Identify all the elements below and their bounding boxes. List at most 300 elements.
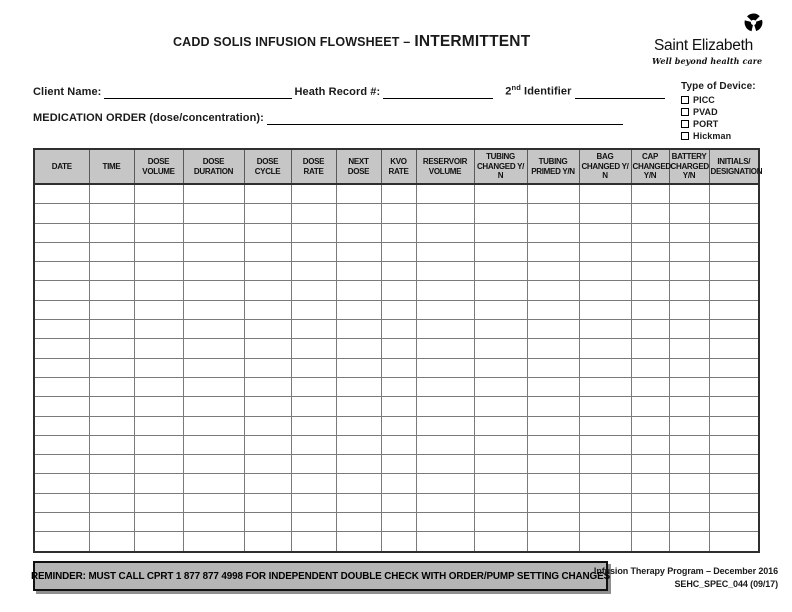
table-cell[interactable] <box>291 320 336 339</box>
table-cell[interactable] <box>134 358 183 377</box>
table-cell[interactable] <box>527 455 579 474</box>
table-cell[interactable] <box>669 184 709 204</box>
table-cell[interactable] <box>381 474 416 493</box>
table-cell[interactable] <box>474 377 527 396</box>
table-cell[interactable] <box>474 397 527 416</box>
table-cell[interactable] <box>579 435 631 454</box>
table-cell[interactable] <box>579 281 631 300</box>
table-cell[interactable] <box>183 455 244 474</box>
table-cell[interactable] <box>244 416 291 435</box>
table-cell[interactable] <box>34 377 89 396</box>
second-identifier-blank[interactable] <box>575 85 665 99</box>
table-cell[interactable] <box>416 513 474 532</box>
table-cell[interactable] <box>336 493 381 512</box>
table-cell[interactable] <box>291 474 336 493</box>
table-cell[interactable] <box>336 397 381 416</box>
table-cell[interactable] <box>134 455 183 474</box>
table-cell[interactable] <box>709 242 759 261</box>
table-cell[interactable] <box>134 262 183 281</box>
table-cell[interactable] <box>709 455 759 474</box>
table-cell[interactable] <box>134 184 183 204</box>
table-cell[interactable] <box>631 223 669 242</box>
table-cell[interactable] <box>244 493 291 512</box>
table-cell[interactable] <box>381 532 416 552</box>
table-cell[interactable] <box>244 339 291 358</box>
table-cell[interactable] <box>631 474 669 493</box>
table-cell[interactable] <box>89 300 134 319</box>
logo-name: Saint Elizabeth <box>654 37 753 54</box>
table-cell[interactable] <box>291 184 336 204</box>
table-cell[interactable] <box>34 204 89 223</box>
table-cell[interactable] <box>183 262 244 281</box>
table-cell[interactable] <box>336 435 381 454</box>
table-cell[interactable] <box>89 184 134 204</box>
table-cell[interactable] <box>416 204 474 223</box>
table-cell[interactable] <box>709 262 759 281</box>
table-cell[interactable] <box>183 242 244 261</box>
table-cell[interactable] <box>416 300 474 319</box>
table-cell[interactable] <box>669 281 709 300</box>
table-cell[interactable] <box>631 262 669 281</box>
table-cell[interactable] <box>134 513 183 532</box>
table-cell[interactable] <box>244 474 291 493</box>
table-cell[interactable] <box>134 532 183 552</box>
table-cell[interactable] <box>474 513 527 532</box>
table-cell[interactable] <box>416 339 474 358</box>
table-cell[interactable] <box>336 184 381 204</box>
table-cell[interactable] <box>89 223 134 242</box>
table-cell[interactable] <box>34 262 89 281</box>
table-cell[interactable] <box>336 262 381 281</box>
table-cell[interactable] <box>183 320 244 339</box>
table-cell[interactable] <box>669 339 709 358</box>
table-cell[interactable] <box>381 397 416 416</box>
table-cell[interactable] <box>34 493 89 512</box>
table-cell[interactable] <box>134 242 183 261</box>
table-cell[interactable] <box>474 455 527 474</box>
table-cell[interactable] <box>579 416 631 435</box>
table-cell[interactable] <box>183 493 244 512</box>
table-cell[interactable] <box>416 455 474 474</box>
client-info-row <box>33 81 665 99</box>
table-cell[interactable] <box>527 416 579 435</box>
table-cell[interactable] <box>336 281 381 300</box>
table-cell[interactable] <box>291 358 336 377</box>
table-cell[interactable] <box>183 377 244 396</box>
table-cell[interactable] <box>631 339 669 358</box>
table-cell[interactable] <box>527 262 579 281</box>
table-cell[interactable] <box>291 223 336 242</box>
table-cell[interactable] <box>669 300 709 319</box>
table-cell[interactable] <box>527 358 579 377</box>
table-cell[interactable] <box>89 262 134 281</box>
table-cell[interactable] <box>579 242 631 261</box>
table-cell[interactable] <box>709 513 759 532</box>
table-cell[interactable] <box>89 320 134 339</box>
table-cell[interactable] <box>416 320 474 339</box>
table-cell[interactable] <box>631 397 669 416</box>
table-cell[interactable] <box>416 416 474 435</box>
table-cell[interactable] <box>89 513 134 532</box>
table-cell[interactable] <box>527 223 579 242</box>
table-cell[interactable] <box>134 493 183 512</box>
table-cell[interactable] <box>709 184 759 204</box>
table-cell[interactable] <box>244 262 291 281</box>
table-cell[interactable] <box>669 397 709 416</box>
table-cell[interactable] <box>527 474 579 493</box>
table-cell[interactable] <box>669 204 709 223</box>
table-cell[interactable] <box>579 339 631 358</box>
table-cell[interactable] <box>669 416 709 435</box>
table-cell[interactable] <box>579 184 631 204</box>
table-cell[interactable] <box>34 339 89 358</box>
table-cell[interactable] <box>183 339 244 358</box>
table-cell[interactable] <box>579 493 631 512</box>
table-cell[interactable] <box>669 262 709 281</box>
table-cell[interactable] <box>244 281 291 300</box>
table-cell[interactable] <box>291 300 336 319</box>
table-cell[interactable] <box>244 435 291 454</box>
table-cell[interactable] <box>89 455 134 474</box>
table-cell[interactable] <box>244 397 291 416</box>
medication-order-blank[interactable] <box>267 111 623 125</box>
table-cell[interactable] <box>474 532 527 552</box>
table-cell[interactable] <box>291 242 336 261</box>
table-cell[interactable] <box>183 184 244 204</box>
table-cell[interactable] <box>709 397 759 416</box>
table-cell[interactable] <box>336 300 381 319</box>
table-cell[interactable] <box>336 474 381 493</box>
table-cell[interactable] <box>381 262 416 281</box>
table-cell[interactable] <box>709 281 759 300</box>
table-cell[interactable] <box>291 262 336 281</box>
table-cell[interactable] <box>183 223 244 242</box>
table-cell[interactable] <box>183 416 244 435</box>
table-cell[interactable] <box>381 300 416 319</box>
table-cell[interactable] <box>183 281 244 300</box>
table-cell[interactable] <box>134 223 183 242</box>
device-type-section <box>681 81 781 141</box>
table-header-row <box>34 149 759 184</box>
table-cell[interactable] <box>183 435 244 454</box>
table-cell[interactable] <box>709 223 759 242</box>
table-cell[interactable] <box>631 320 669 339</box>
table-cell[interactable] <box>579 474 631 493</box>
table-cell[interactable] <box>416 358 474 377</box>
table-cell[interactable] <box>527 281 579 300</box>
table-cell[interactable] <box>416 474 474 493</box>
table-cell[interactable] <box>183 397 244 416</box>
table-cell[interactable] <box>336 455 381 474</box>
table-cell[interactable] <box>709 358 759 377</box>
table-cell[interactable] <box>34 455 89 474</box>
table-cell[interactable] <box>34 358 89 377</box>
table-cell[interactable] <box>381 493 416 512</box>
table-cell[interactable] <box>579 300 631 319</box>
table-cell[interactable] <box>34 474 89 493</box>
table-cell[interactable] <box>669 513 709 532</box>
table-cell[interactable] <box>291 513 336 532</box>
table-cell[interactable] <box>291 204 336 223</box>
table-cell[interactable] <box>244 320 291 339</box>
table-cell[interactable] <box>709 300 759 319</box>
table-cell[interactable] <box>527 397 579 416</box>
table-cell[interactable] <box>579 320 631 339</box>
table-cell[interactable] <box>669 358 709 377</box>
table-cell[interactable] <box>34 416 89 435</box>
table-cell[interactable] <box>631 204 669 223</box>
table-cell[interactable] <box>34 223 89 242</box>
table-cell[interactable] <box>474 474 527 493</box>
table-cell[interactable] <box>527 513 579 532</box>
table-cell[interactable] <box>669 377 709 396</box>
table-cell[interactable] <box>336 358 381 377</box>
checkbox-icon[interactable] <box>681 96 689 104</box>
table-cell[interactable] <box>89 204 134 223</box>
table-cell[interactable] <box>527 184 579 204</box>
table-cell[interactable] <box>669 455 709 474</box>
table-cell[interactable] <box>474 320 527 339</box>
table-cell[interactable] <box>631 281 669 300</box>
table-cell[interactable] <box>631 455 669 474</box>
table-cell[interactable] <box>416 377 474 396</box>
table-cell[interactable] <box>474 242 527 261</box>
table-cell[interactable] <box>183 358 244 377</box>
table-cell[interactable] <box>89 377 134 396</box>
table-cell[interactable] <box>244 455 291 474</box>
table-cell[interactable] <box>669 435 709 454</box>
table-cell[interactable] <box>89 416 134 435</box>
table-cell[interactable] <box>474 416 527 435</box>
table-cell[interactable] <box>89 242 134 261</box>
table-cell[interactable] <box>134 377 183 396</box>
table-cell[interactable] <box>631 435 669 454</box>
table-cell[interactable] <box>244 242 291 261</box>
table-cell[interactable] <box>474 281 527 300</box>
table-cell[interactable] <box>336 204 381 223</box>
table-cell[interactable] <box>527 300 579 319</box>
table-cell[interactable] <box>291 435 336 454</box>
table-cell[interactable] <box>631 416 669 435</box>
table-cell[interactable] <box>291 455 336 474</box>
table-cell[interactable] <box>134 339 183 358</box>
table-cell[interactable] <box>89 474 134 493</box>
table-cell[interactable] <box>709 435 759 454</box>
table-cell[interactable] <box>669 320 709 339</box>
table-cell[interactable] <box>709 339 759 358</box>
table-cell[interactable] <box>34 435 89 454</box>
table-cell[interactable] <box>631 493 669 512</box>
table-cell[interactable] <box>474 493 527 512</box>
table-cell[interactable] <box>527 435 579 454</box>
health-record-blank[interactable] <box>383 85 493 99</box>
checkbox-icon[interactable] <box>681 132 689 140</box>
table-cell[interactable] <box>336 242 381 261</box>
table-cell[interactable] <box>34 300 89 319</box>
table-cell[interactable] <box>381 320 416 339</box>
table-cell[interactable] <box>134 281 183 300</box>
table-cell[interactable] <box>34 513 89 532</box>
table-cell[interactable] <box>381 281 416 300</box>
table-cell[interactable] <box>416 281 474 300</box>
table-cell[interactable] <box>381 204 416 223</box>
table-cell[interactable] <box>709 204 759 223</box>
table-cell[interactable] <box>381 339 416 358</box>
table-cell[interactable] <box>381 358 416 377</box>
table-cell[interactable] <box>336 532 381 552</box>
table-cell[interactable] <box>381 223 416 242</box>
table-cell[interactable] <box>474 262 527 281</box>
table-cell[interactable] <box>527 204 579 223</box>
checkbox-icon[interactable] <box>681 108 689 116</box>
table-cell[interactable] <box>527 377 579 396</box>
table-cell[interactable] <box>336 513 381 532</box>
table-cell[interactable] <box>244 513 291 532</box>
table-cell[interactable] <box>134 204 183 223</box>
table-cell[interactable] <box>34 320 89 339</box>
table-cell[interactable] <box>579 455 631 474</box>
table-cell[interactable] <box>709 474 759 493</box>
table-cell[interactable] <box>183 474 244 493</box>
table-cell[interactable] <box>416 262 474 281</box>
table-cell[interactable] <box>244 358 291 377</box>
table-cell[interactable] <box>183 300 244 319</box>
table-cell[interactable] <box>474 223 527 242</box>
table-cell[interactable] <box>336 320 381 339</box>
table-cell[interactable] <box>336 416 381 435</box>
table-cell[interactable] <box>381 435 416 454</box>
table-cell[interactable] <box>416 493 474 512</box>
table-cell[interactable] <box>527 242 579 261</box>
table-cell[interactable] <box>631 300 669 319</box>
table-cell[interactable] <box>631 242 669 261</box>
table-cell[interactable] <box>89 435 134 454</box>
table-cell[interactable] <box>336 223 381 242</box>
table-cell[interactable] <box>579 532 631 552</box>
table-cell[interactable] <box>416 397 474 416</box>
table-cell[interactable] <box>474 300 527 319</box>
table-cell[interactable] <box>709 377 759 396</box>
table-cell[interactable] <box>416 532 474 552</box>
table-cell[interactable] <box>631 532 669 552</box>
table-cell[interactable] <box>474 435 527 454</box>
table-cell[interactable] <box>134 416 183 435</box>
table-cell[interactable] <box>134 474 183 493</box>
table-cell[interactable] <box>381 377 416 396</box>
table-cell[interactable] <box>134 435 183 454</box>
table-cell[interactable] <box>244 300 291 319</box>
table-cell[interactable] <box>579 223 631 242</box>
table-cell[interactable] <box>579 513 631 532</box>
table-cell[interactable] <box>669 532 709 552</box>
table-cell[interactable] <box>474 358 527 377</box>
table-cell[interactable] <box>474 184 527 204</box>
table-cell[interactable] <box>89 358 134 377</box>
table-cell[interactable] <box>34 281 89 300</box>
table-row <box>34 204 759 223</box>
table-cell[interactable] <box>709 532 759 552</box>
table-cell[interactable] <box>631 184 669 204</box>
table-cell[interactable] <box>183 204 244 223</box>
table-cell[interactable] <box>89 281 134 300</box>
table-cell[interactable] <box>34 397 89 416</box>
table-cell[interactable] <box>291 416 336 435</box>
table-cell[interactable] <box>291 281 336 300</box>
table-cell[interactable] <box>89 532 134 552</box>
table-cell[interactable] <box>244 223 291 242</box>
table-cell[interactable] <box>89 493 134 512</box>
table-cell[interactable] <box>244 532 291 552</box>
table-cell[interactable] <box>669 223 709 242</box>
table-cell[interactable] <box>183 532 244 552</box>
table-cell[interactable] <box>416 242 474 261</box>
table-cell[interactable] <box>631 358 669 377</box>
table-cell[interactable] <box>669 493 709 512</box>
table-cell[interactable] <box>89 339 134 358</box>
table-cell[interactable] <box>336 377 381 396</box>
table-cell[interactable] <box>291 532 336 552</box>
table-cell[interactable] <box>527 493 579 512</box>
table-cell[interactable] <box>669 242 709 261</box>
table-cell[interactable] <box>291 377 336 396</box>
table-cell[interactable] <box>381 416 416 435</box>
table-cell[interactable] <box>709 493 759 512</box>
table-cell[interactable] <box>34 184 89 204</box>
table-cell[interactable] <box>579 358 631 377</box>
table-cell[interactable] <box>416 223 474 242</box>
table-cell[interactable] <box>631 513 669 532</box>
table-cell[interactable] <box>381 242 416 261</box>
table-cell[interactable] <box>291 493 336 512</box>
footer-meta <box>594 565 778 591</box>
table-cell[interactable] <box>579 262 631 281</box>
table-cell[interactable] <box>381 513 416 532</box>
table-cell[interactable] <box>474 339 527 358</box>
table-cell[interactable] <box>416 435 474 454</box>
table-cell[interactable] <box>631 377 669 396</box>
column-header: TIME <box>89 149 134 184</box>
table-cell[interactable] <box>336 339 381 358</box>
table-cell[interactable] <box>244 377 291 396</box>
table-cell[interactable] <box>244 184 291 204</box>
table-cell[interactable] <box>709 416 759 435</box>
table-cell[interactable] <box>579 377 631 396</box>
table-cell[interactable] <box>244 204 291 223</box>
table-cell[interactable] <box>527 320 579 339</box>
table-cell[interactable] <box>416 184 474 204</box>
table-cell[interactable] <box>134 397 183 416</box>
table-cell[interactable] <box>134 300 183 319</box>
table-cell[interactable] <box>527 339 579 358</box>
table-cell[interactable] <box>134 320 183 339</box>
table-cell[interactable] <box>89 397 134 416</box>
table-cell[interactable] <box>291 339 336 358</box>
table-cell[interactable] <box>709 320 759 339</box>
table-cell[interactable] <box>183 513 244 532</box>
table-cell[interactable] <box>579 397 631 416</box>
table-cell[interactable] <box>291 397 336 416</box>
table-cell[interactable] <box>669 474 709 493</box>
table-cell[interactable] <box>381 455 416 474</box>
table-cell[interactable] <box>381 184 416 204</box>
table-cell[interactable] <box>527 532 579 552</box>
table-cell[interactable] <box>474 204 527 223</box>
table-cell[interactable] <box>34 242 89 261</box>
checkbox-icon[interactable] <box>681 120 689 128</box>
table-cell[interactable] <box>34 532 89 552</box>
client-name-blank[interactable] <box>104 85 292 99</box>
table-cell[interactable] <box>579 204 631 223</box>
